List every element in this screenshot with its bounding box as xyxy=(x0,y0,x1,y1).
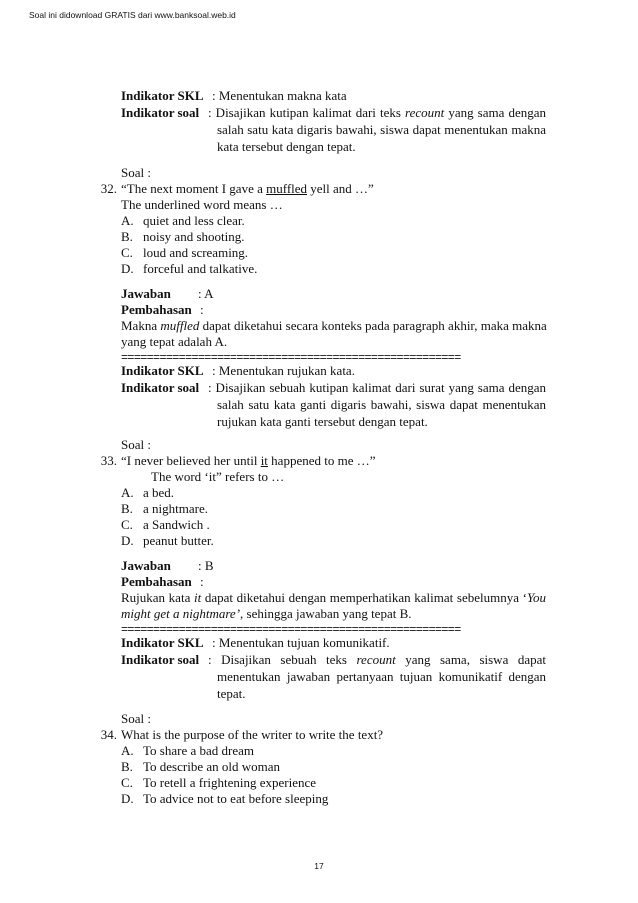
jawaban-label: Jawaban xyxy=(121,558,171,573)
pembahasan-label: Pembahasan xyxy=(121,302,192,317)
pembahasan-colon: : xyxy=(200,302,204,317)
indikator-soal-text: kata tersebut dengan tepat. xyxy=(217,139,356,154)
option-letter: A. xyxy=(121,213,134,228)
indikator-soal-label: Indikator soal xyxy=(121,652,200,667)
option-letter: D. xyxy=(121,791,134,806)
pembahasan-colon: : xyxy=(200,574,204,589)
option-letter: C. xyxy=(121,775,133,790)
indikator-soal-text: salah satu kata ganti digaris bawahi, siswa dapat menentukan xyxy=(217,397,546,412)
question-number: 33. xyxy=(100,453,117,468)
pembahasan-text: Rujukan kata it dapat diketahui dengan memperhatikan kalimat sebelumnya ‘You xyxy=(121,590,546,605)
indikator-skl-text: : Menentukan rujukan kata. xyxy=(212,363,355,378)
indikator-soal-text: tepat. xyxy=(217,686,246,701)
indikator-soal-text: salah satu kata digaris bawahi, siswa dapat menentukan makna xyxy=(217,122,546,137)
question-stem: The underlined word means … xyxy=(121,197,283,212)
option-text: To retell a frightening experience xyxy=(143,775,317,790)
page-header-source: Soal ini didownload GRATIS dari www.banksoal.web.id xyxy=(29,10,236,20)
separator-line: ===================================================== xyxy=(121,622,461,636)
indikator-skl-label: Indikator SKL xyxy=(121,88,204,103)
option-text: a Sandwich . xyxy=(143,517,210,532)
question-stem: The word ‘it” refers to … xyxy=(151,469,285,484)
option-letter: D. xyxy=(121,533,134,548)
option-text: a nightmare. xyxy=(143,501,208,516)
soal-label: Soal : xyxy=(121,437,151,452)
indikator-soal-text: menentukan jawaban pertanyaan tujuan komunikatif dengan xyxy=(217,669,546,684)
indikator-soal-text: : Disajikan kutipan kalimat dari teks recount yang sama dengan xyxy=(208,105,546,120)
soal-label: Soal : xyxy=(121,711,151,726)
option-text: quiet and less clear. xyxy=(143,213,245,228)
indikator-soal-label: Indikator soal xyxy=(121,380,200,395)
option-letter: B. xyxy=(121,501,133,516)
pembahasan-label: Pembahasan xyxy=(121,574,192,589)
indikator-soal-text: : Disajikan sebuah teks recount yang sama, siswa dapat xyxy=(208,652,546,667)
question-stem: What is the purpose of the writer to write the text? xyxy=(121,727,384,742)
jawaban-value: : B xyxy=(198,558,214,573)
indikator-skl-label: Indikator SKL xyxy=(121,635,204,650)
question-stem: “The next moment I gave a muffled yell and …” xyxy=(121,181,374,196)
pembahasan-text: might get a nightmare’, sehingga jawaban yang tepat B. xyxy=(121,606,412,621)
indikator-soal-text: : Disajikan sebuah kutipan kalimat dari surat yang sama dengan xyxy=(208,380,546,395)
option-letter: A. xyxy=(121,485,134,500)
option-letter: C. xyxy=(121,245,133,260)
jawaban-label: Jawaban xyxy=(121,286,171,301)
pembahasan-text: Makna muffled dapat diketahui secara konteks pada paragraph akhir, maka makna xyxy=(121,318,547,333)
option-letter: D. xyxy=(121,261,134,276)
indikator-skl-label: Indikator SKL xyxy=(121,363,204,378)
pembahasan-text: yang tepat adalah A. xyxy=(121,334,228,349)
question-number: 34. xyxy=(100,727,117,742)
separator-line: ===================================================== xyxy=(121,350,461,364)
indikator-soal-text: rujukan kata ganti tersebut dengan tepat. xyxy=(217,414,428,429)
option-letter: A. xyxy=(121,743,134,758)
option-letter: B. xyxy=(121,759,133,774)
indikator-skl-text: : Menentukan makna kata xyxy=(212,88,347,103)
indikator-skl-text: : Menentukan tujuan komunikatif. xyxy=(212,635,390,650)
option-text: To advice not to eat before sleeping xyxy=(143,791,329,806)
question-number: 32. xyxy=(100,181,117,196)
soal-label: Soal : xyxy=(121,165,151,180)
option-letter: B. xyxy=(121,229,133,244)
question-stem: “I never believed her until it happened to me …” xyxy=(121,453,376,468)
option-text: To describe an old woman xyxy=(143,759,280,774)
page-number: 17 xyxy=(314,861,324,871)
option-letter: C. xyxy=(121,517,133,532)
option-text: To share a bad dream xyxy=(143,743,254,758)
option-text: a bed. xyxy=(143,485,175,500)
option-text: peanut butter. xyxy=(143,533,214,548)
option-text: noisy and shooting. xyxy=(143,229,245,244)
jawaban-value: : A xyxy=(198,286,214,301)
indikator-soal-label: Indikator soal xyxy=(121,105,200,120)
option-text: forceful and talkative. xyxy=(143,261,258,276)
option-text: loud and screaming. xyxy=(143,245,249,260)
